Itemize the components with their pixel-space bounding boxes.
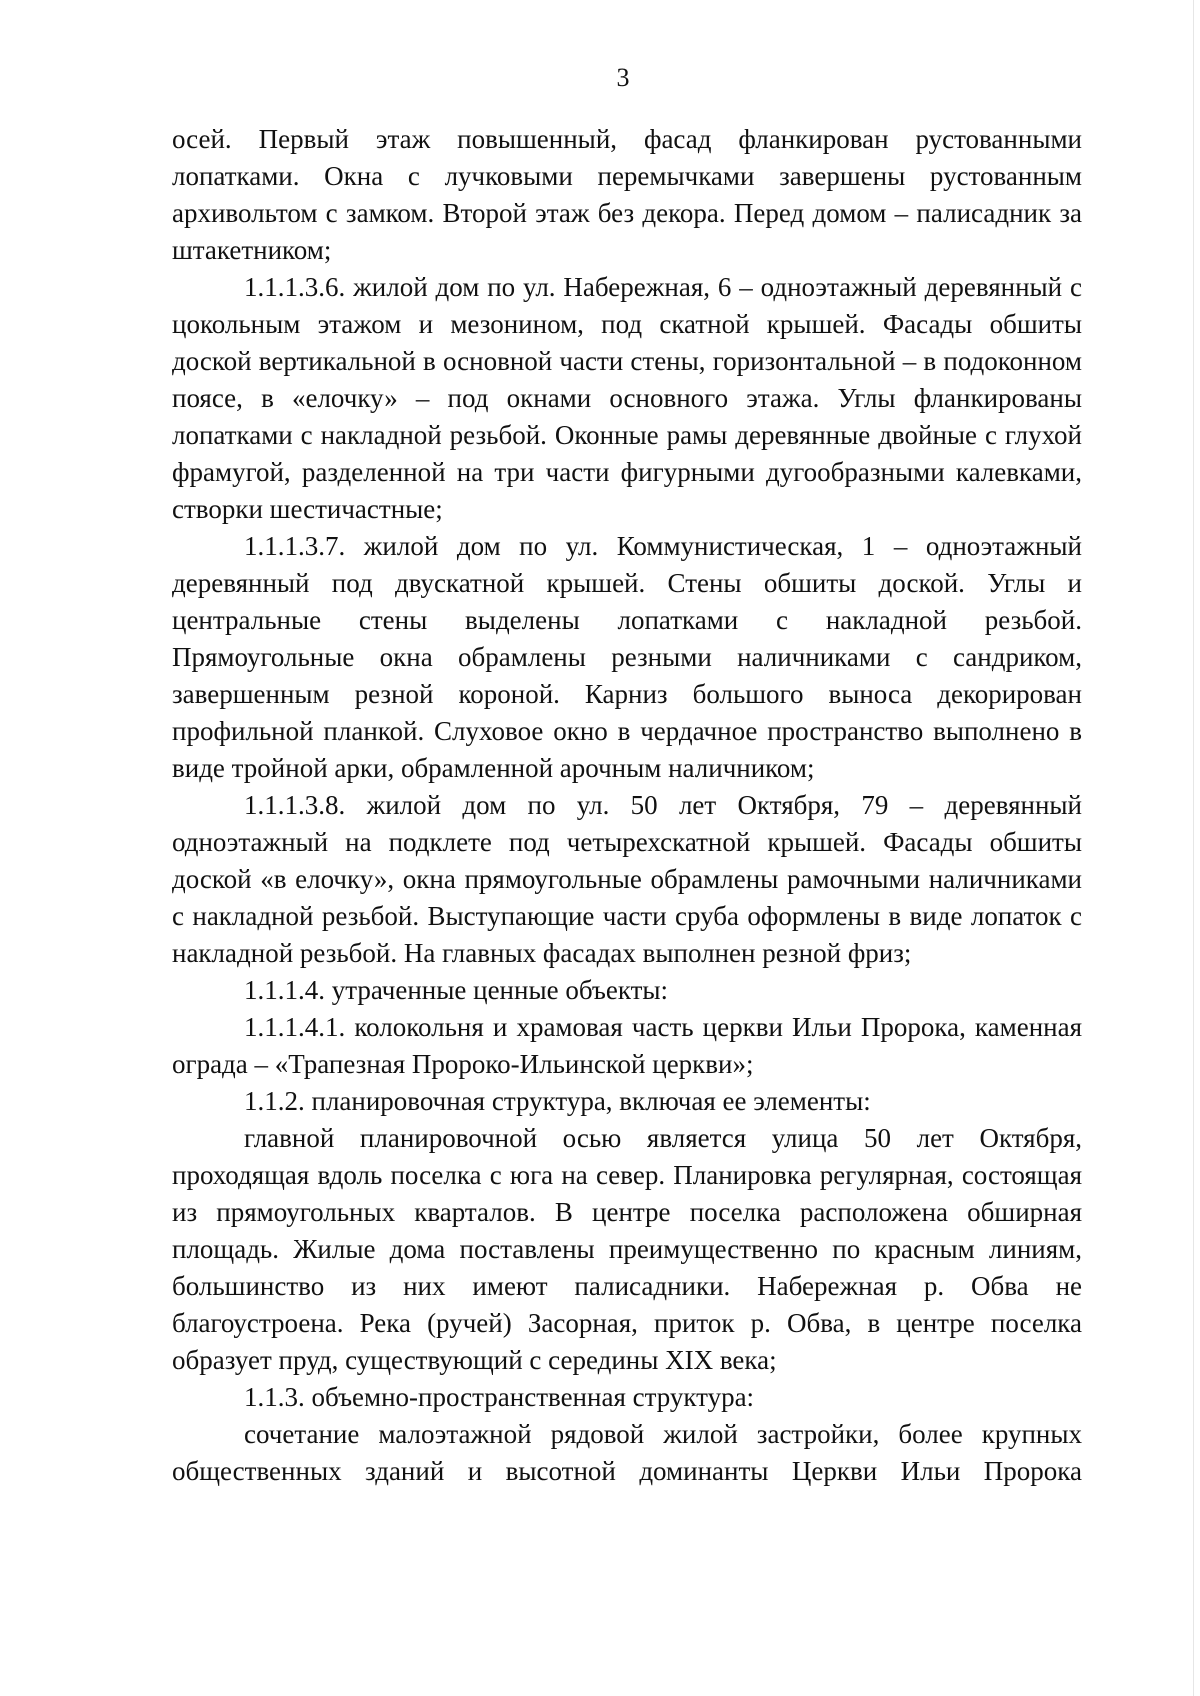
paragraph-item-1-1-2: 1.1.2. планировочная структура, включая ее элементы: bbox=[244, 1086, 871, 1116]
paragraph-spatial-structure: сочетание малоэтажной рядовой жилой застройки, более крупных общественных зданий и высотной доминанты Церкви Ильи Пророка bbox=[172, 1419, 1082, 1486]
paragraph-item-1-1-3: 1.1.3. объемно-пространственная структура: bbox=[244, 1382, 755, 1412]
paragraph-item-1-1-1-3-7: 1.1.1.3.7. жилой дом по ул. Коммунистическая, 1 – одноэтажный деревянный под двускатной крышей. Стены обшиты доской. Углы и центральные стены выделены лопатками с накладной резьбой. Прямоугольные окна обрамлены резными наличниками с сандриком, завершенным резной короной. Карниз большого выноса декорирован профильной планкой. Слуховое окно в чердачное пространство выполнено в виде тройной арки, обрамленной арочным наличником; bbox=[172, 531, 1082, 783]
paragraph-item-1-1-1-3-6: 1.1.1.3.6. жилой дом по ул. Набережная, 6 – одноэтажный деревянный с цокольным этажом и мезонином, под скатной крышей. Фасады обшиты доской вертикальной в основной части стены, горизонтальной – в подоконном поясе, в «елочку» – под окнами основного этажа. Углы фланкированы лопатками с накладной резьбой. Оконные рамы деревянные двойные с глухой фрамугой, разделенной на три части фигурными дугообразными калевками, створки шестичастные; bbox=[172, 272, 1082, 524]
scan-edge-line bbox=[1193, 0, 1194, 1696]
paragraph-item-1-1-1-4-1: 1.1.1.4.1. колокольня и храмовая часть церкви Ильи Пророка, каменная ограда – «Трапезная Пророко-Ильинской церкви»; bbox=[172, 1012, 1082, 1079]
paragraph-facade-description: осей. Первый этаж повышенный, фасад фланкирован рустованными лопатками. Окна с лучковыми перемычками завершены рустованным архивольтом с замком. Второй этаж без декора. Перед домом – палисадник за штакетником; bbox=[172, 124, 1082, 265]
paragraph-item-1-1-1-4: 1.1.1.4. утраченные ценные объекты: bbox=[244, 975, 669, 1005]
page-number: 3 bbox=[616, 63, 630, 92]
document-body bbox=[172, 121, 1082, 1490]
paragraph-planning-axis: главной планировочной осью является улица 50 лет Октября, проходящая вдоль поселка с юга на север. Планировка регулярная, состоящая из прямоугольных кварталов. В центре поселка расположена обширная площадь. Жилые дома поставлены преимущественно по красным линиям, большинство из них имеют палисадники. Набережная р. Обва не благоустроена. Река (ручей) Засорная, приток р. Обва, в центре поселка образует пруд, существующий с середины XIX века; bbox=[172, 1123, 1082, 1375]
paragraph-item-1-1-1-3-8: 1.1.1.3.8. жилой дом по ул. 50 лет Октября, 79 – деревянный одноэтажный на подклете под четырехскатной крышей. Фасады обшиты доской «в елочку», окна прямоугольные обрамлены рамочными наличниками с накладной резьбой. Выступающие части сруба оформлены в виде лопаток с накладной резьбой. На главных фасадах выполнен резной фриз; bbox=[172, 790, 1082, 968]
